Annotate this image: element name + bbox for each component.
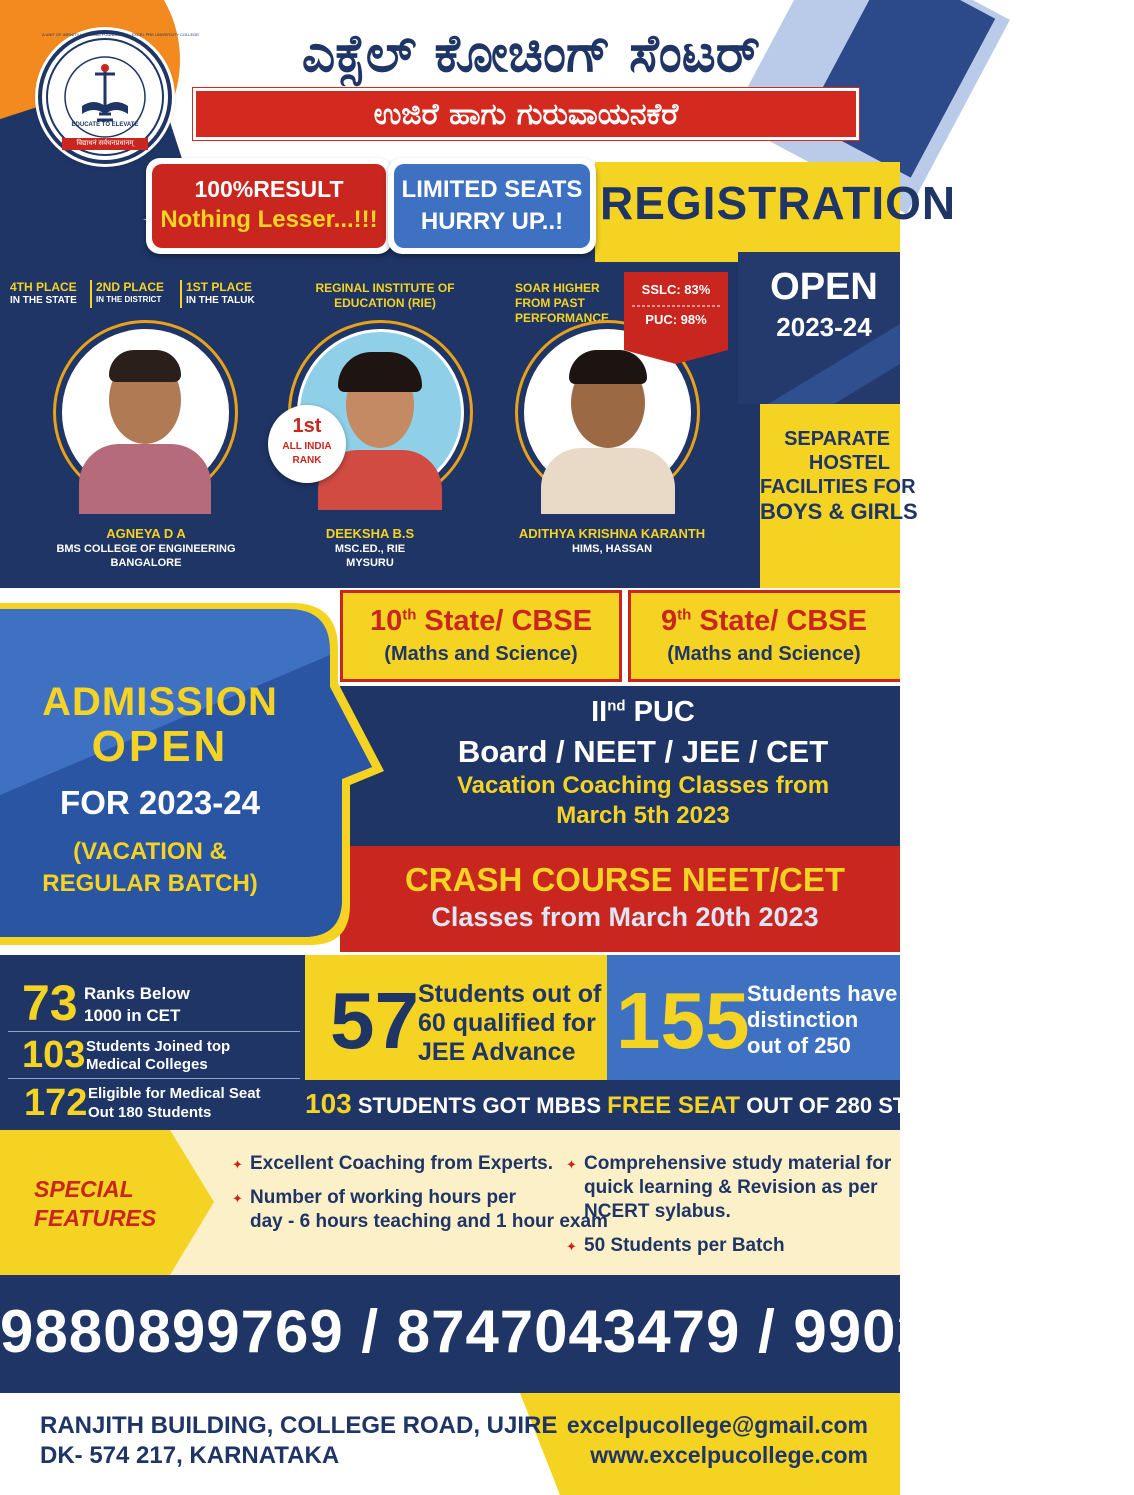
feature2-bullet-icon: ✦ — [232, 1191, 243, 1206]
address-line1: RANJITH BUILDING, COLLEGE ROAD, UJIRE — [40, 1412, 558, 1439]
logo-ring-text: A UNIT OF INFINITY LEARNING FOUNDATION · EXCEL PRE UNIVERSITY COLLEGE — [42, 32, 199, 37]
feature3-line2: quick learning & Revision as per — [584, 1177, 878, 1198]
topper1-place1: 4TH PLACE — [10, 280, 77, 294]
seats-box — [388, 158, 596, 254]
course-10-sub: (Maths and Science) — [384, 643, 578, 665]
stat5-number: 155 — [616, 976, 750, 1065]
feature2-line2: day - 6 hours teaching and 1 hour exam — [250, 1211, 608, 1232]
hostel-line1: SEPARATE — [784, 428, 890, 450]
stat4-line1: Students out of — [418, 980, 602, 1008]
phone-numbers[interactable]: 9880899769 / 8747043479 / 9902284110 — [0, 1298, 1134, 1365]
feature4-bullet-icon: ✦ — [566, 1239, 577, 1254]
topper1-place3: 1ST PLACE — [186, 280, 253, 294]
open-year: 2023-24 — [776, 312, 872, 342]
admission-line4: (VACATION & — [73, 838, 227, 865]
topper2-caption1: REGINAL INSTITUTE OF — [315, 281, 455, 295]
topper1-place2: 2ND PLACE — [96, 280, 165, 294]
feature3-bullet-icon: ✦ — [566, 1157, 577, 1172]
puc-score: PUC: 98% — [645, 312, 707, 327]
hostel-line3: FACILITIES FOR — [760, 476, 916, 498]
stat5-line1: Students have — [747, 981, 898, 1006]
topper1-photo-ring — [53, 320, 238, 505]
course-9-sub: (Maths and Science) — [667, 643, 861, 665]
admission-line2: OPEN — [91, 722, 229, 771]
result-box — [146, 158, 392, 254]
topper3-caption3: PERFORMANCE — [515, 311, 610, 325]
course-9-title: 9th State/ CBSE — [661, 605, 867, 637]
sslc-score: SSLC: 83% — [641, 282, 711, 297]
stat2-number: 103 — [22, 1034, 86, 1076]
feature3-line1: Comprehensive study material for — [584, 1153, 892, 1174]
stat2-line2: Medical Colleges — [86, 1056, 208, 1073]
topper1-name: AGNEYA D A — [106, 526, 186, 541]
open-label: OPEN — [770, 266, 878, 308]
toppers-decor — [0, 190, 130, 230]
puc-vacation-line2: March 5th 2023 — [556, 802, 730, 829]
stat2-line1: Students Joined top — [86, 1038, 231, 1055]
features-title-line1: SPECIAL — [34, 1176, 134, 1202]
topper1-line1: BMS COLLEGE OF ENGINEERING — [56, 543, 236, 555]
stat3-line1: Eligible for Medical Seat — [88, 1085, 261, 1102]
badge-rank-label: RANK — [292, 455, 322, 466]
stat5-line2: distinction — [747, 1007, 859, 1032]
topper1-place3-sub: IN THE TALUK — [186, 295, 255, 306]
hostel-line2: HOSTEL — [808, 452, 890, 474]
all-india-rank-badge — [268, 405, 346, 483]
admission-line3: FOR 2023-24 — [60, 784, 260, 821]
topper1-place2-sub: IN THE DISTRICT — [96, 295, 162, 304]
feature4: 50 Students per Batch — [584, 1235, 785, 1256]
stat4-number: 57 — [330, 976, 419, 1065]
topper2-line1: MSC.ED., RIE — [334, 543, 406, 555]
hostel-line4: BOYS & GIRLS — [760, 499, 918, 524]
feature3-line3: NCERT sylabus. — [584, 1201, 731, 1222]
logo-motto: EDUCATE TO ELEVATE — [71, 122, 139, 128]
feature2-line1: Number of working hours per — [250, 1187, 517, 1208]
seats-line1: LIMITED SEATS — [401, 176, 583, 203]
registration-label: REGISTRATION — [600, 177, 957, 229]
puc-vacation-line1: Vacation Coaching Classes from — [456, 772, 830, 799]
score-tag — [624, 272, 728, 364]
result-line1: 100%RESULT — [194, 176, 344, 202]
stat1-number: 73 — [22, 975, 78, 1031]
stat4-line3: JEE Advance — [418, 1038, 576, 1066]
topper1-photo — [62, 329, 229, 496]
result-line2: Nothing Lesser...!!! — [160, 206, 378, 233]
topper3-caption2: FROM PAST — [515, 296, 585, 310]
title-kannada: ಎಕ್ಸೆಲ್ ಕೋಚಿಂಗ್ ಸೆಂಟರ್ — [301, 24, 761, 84]
feature1: Excellent Coaching from Experts. — [250, 1153, 554, 1174]
topper2-caption2: EDUCATION (RIE) — [334, 296, 436, 310]
email-link[interactable]: excelpucollege@gmail.com — [566, 1412, 868, 1438]
course-10-title: 10th State/ CBSE — [369, 605, 593, 637]
topper3-line1: HIMS, HASSAN — [571, 543, 653, 555]
subtitle-kannada: ಉಜಿರೆ ಹಾಗು ಗುರುವಾಯನಕೆರೆ — [373, 97, 679, 132]
website-link[interactable]: www.excelpucollege.com — [590, 1442, 868, 1468]
stat5-line3: out of 250 — [747, 1033, 851, 1058]
topper2-line2: MYSURU — [346, 557, 394, 569]
feature1-bullet-icon: ✦ — [232, 1157, 243, 1172]
stat4-line2: 60 qualified for — [418, 1009, 596, 1037]
puc-title: IInd PUC — [591, 696, 695, 728]
stat3-number: 172 — [24, 1082, 88, 1124]
address-line2: DK- 574 217, KARNATAKA — [40, 1442, 340, 1469]
topper2-name: DEEKSHA B.S — [325, 526, 415, 541]
stat1-line2: 1000 in CET — [84, 1006, 181, 1025]
crash-course-title: CRASH COURSE NEET/CET — [404, 861, 846, 898]
stat3-line2: Out 180 Students — [88, 1104, 212, 1121]
topper1-place1-sub: IN THE STATE — [10, 295, 77, 306]
features-title-line2: FEATURES — [34, 1205, 157, 1231]
topper1-line2: BANGALORE — [110, 557, 182, 569]
topper3-caption1: SOAR HIGHER — [515, 281, 600, 295]
badge-allindia: ALL INDIA — [282, 441, 332, 452]
college-logo — [38, 30, 199, 164]
badge-rank: 1st — [292, 415, 322, 437]
crash-course-sub: Classes from March 20th 2023 — [431, 902, 819, 932]
seats-line2: HURRY UP..! — [420, 208, 564, 235]
stat1-line1: Ranks Below — [84, 984, 190, 1003]
logo-ribbon: विद्याधनं सर्वधनप्रधानम् — [62, 138, 148, 150]
admission-line5: REGULAR BATCH) — [42, 870, 258, 897]
subtitle-banner — [193, 88, 859, 140]
topper3-name: ADITHYA KRISHNA KARANTH — [518, 526, 706, 541]
mbbs-text: 103 STUDENTS GOT MBBS FREE SEAT OUT OF 280 STUDENTS — [305, 1088, 997, 1119]
puc-exams: Board / NEET / JEE / CET — [457, 734, 829, 769]
admission-line1: ADMISSION — [42, 680, 278, 724]
admission-head-shape — [0, 595, 392, 957]
